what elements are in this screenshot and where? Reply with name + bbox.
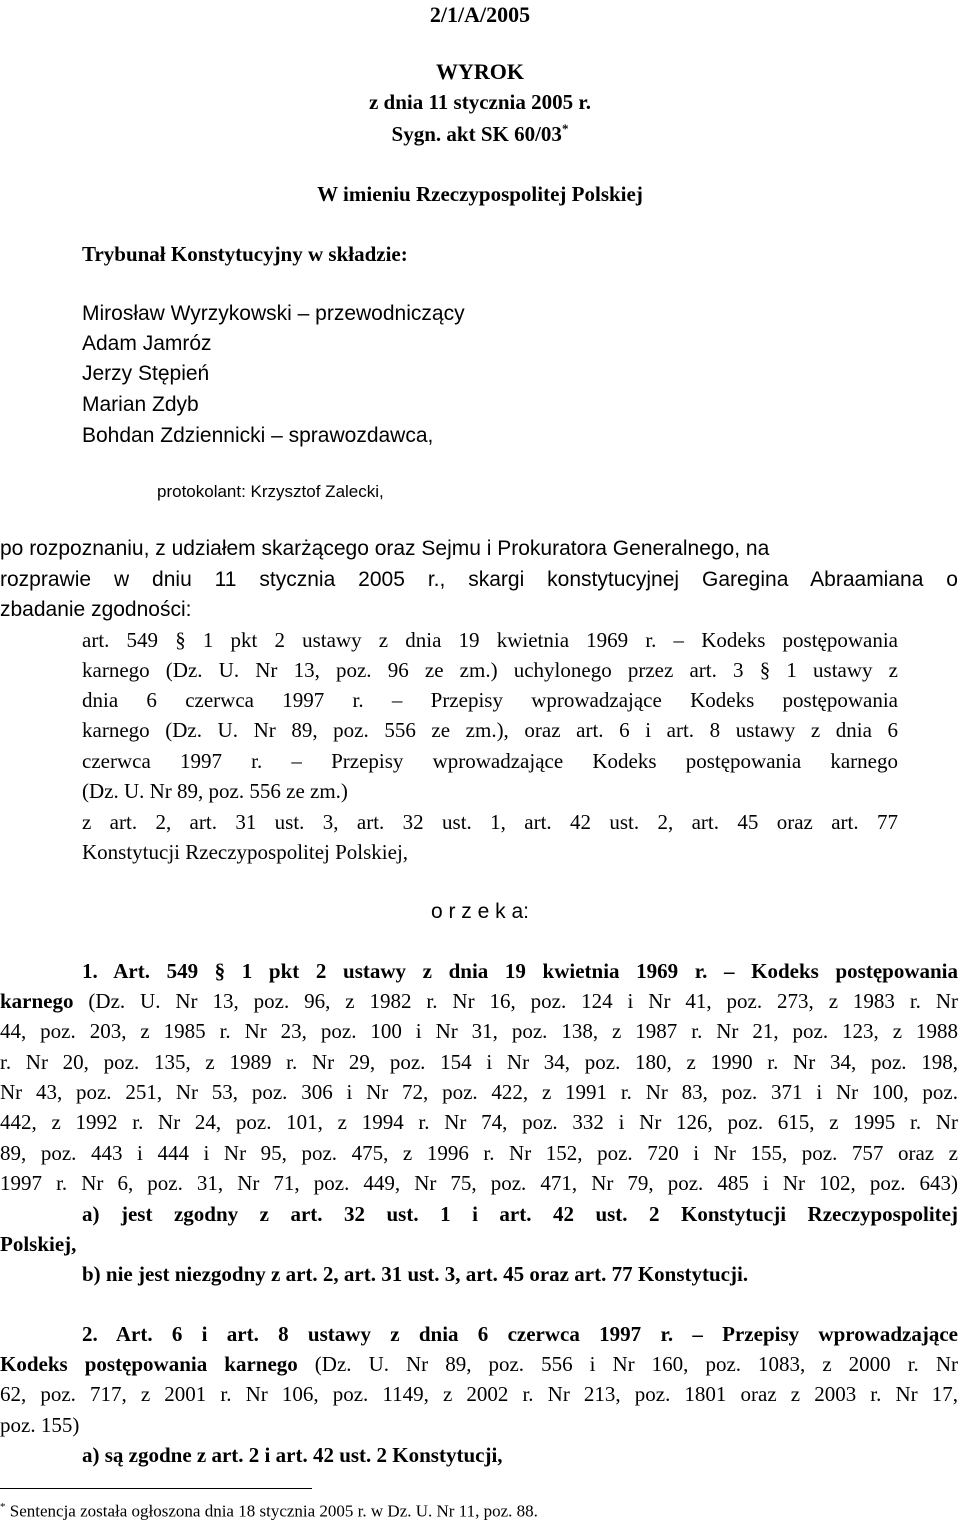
member-3: Jerzy Stępień: [82, 362, 210, 385]
point-2-lead: 2. Art. 6 i art. 8 ustawy z dnia 6 czerwca 1997 r. – Przepisy wprowadzające: [82, 1322, 958, 1346]
footnote: [0, 1502, 538, 1520]
subject-line-4: karnego (Dz. U. Nr 89, poz. 556 ze zm.), oraz art. 6 i art. 8 ustawy z dnia 6: [82, 718, 898, 742]
point-1-line-7: 1997 r. Nr 6, poz. 31, Nr 71, poz. 449, Nr 75, poz. 471, Nr 79, poz. 485 i Nr 102, poz. 643): [0, 1171, 958, 1195]
footnote-marker: *: [0, 1501, 6, 1513]
judgment-date: z dnia 11 stycznia 2005 r.: [368, 90, 592, 114]
composition-heading: Trybunał Konstytucyjny w składzie:: [82, 242, 408, 266]
point-2-a-line: a) są zgodne z art. 2 i art. 42 ust. 2 Konstytucji,: [82, 1443, 503, 1467]
point-1-a-line-2: Polskiej,: [0, 1232, 77, 1256]
invocation: W imieniu Rzeczypospolitej Polskiej: [317, 182, 643, 206]
point-1-line-3: r. Nr 20, poz. 135, z 1989 r. Nr 29, poz. 154 i Nr 34, poz. 180, z 1990 r. Nr 34, poz. 198,: [0, 1050, 958, 1074]
member-1: Mirosław Wyrzykowski – przewodniczący: [82, 302, 465, 325]
subject-line-5: czerwca 1997 r. – Przepisy wprowadzające Kodeks postępowania karnego: [82, 749, 898, 773]
subject-line-8: Konstytucji Rzeczypospolitej Polskiej,: [82, 840, 409, 864]
case-number: Sygn. akt SK 60/03: [391, 122, 562, 146]
member-4: Marian Zdyb: [82, 393, 199, 416]
point-2-line-2: 62, poz. 717, z 2001 r. Nr 106, poz. 1149, z 2002 r. Nr 213, poz. 1801 oraz z 2003 r. Nr 17,: [0, 1382, 958, 1406]
point-1-line-1: [0, 991, 958, 1012]
point-1-line-4: Nr 43, poz. 251, Nr 53, poz. 306 i Nr 72, poz. 422, z 1991 r. Nr 83, poz. 371 i Nr 100, poz.: [0, 1080, 958, 1104]
document-id: 2/1/A/2005: [429, 2, 531, 27]
subject-line-2: karnego (Dz. U. Nr 13, poz. 96 ze zm.) uchylonego przez art. 3 § 1 ustawy z: [82, 658, 898, 682]
member-2: Adam Jamróz: [82, 332, 212, 355]
point-1-a-line-1: a) jest zgodny z art. 32 ust. 1 i art. 42 ust. 2 Konstytucji Rzeczypospolitej: [82, 1202, 958, 1226]
judgment-title: WYROK: [436, 59, 524, 84]
point-2-line-1: [0, 1354, 958, 1375]
member-5: Bohdan Zdziennicki – sprawozdawca,: [82, 424, 434, 447]
point-1-lead-continued: karnego: [0, 989, 74, 1013]
footnote-text: Sentencja została ogłoszona dnia 18 stycznia 2005 r. w Dz. U. Nr 11, poz. 88.: [5, 1501, 538, 1521]
subject-line-1: art. 549 § 1 pkt 2 ustawy z dnia 19 kwietnia 1969 r. – Kodeks postępowania: [82, 628, 898, 652]
case-footnote-marker: *: [561, 121, 569, 136]
point-2-citation-start: (Dz. U. Nr 89, poz. 556 i Nr 160, poz. 1083, z 2000 r. Nr: [297, 1352, 958, 1376]
ruling-heading: o r z e k a:: [430, 900, 530, 923]
proceedings-line-2: rozprawie w dniu 11 stycznia 2005 r., skargi konstytucyjnej Garegina Abraamiana o: [0, 568, 958, 591]
point-1-lead: 1. Art. 549 § 1 pkt 2 ustawy z dnia 19 kwietnia 1969 r. – Kodeks postępowania: [82, 959, 958, 983]
point-2-lead-continued: Kodeks postępowania karnego: [0, 1352, 298, 1376]
subject-line-3: dnia 6 czerwca 1997 r. – Przepisy wprowadzające Kodeks postępowania: [82, 688, 898, 712]
proceedings-line-3: zbadanie zgodności:: [0, 598, 192, 621]
case-number-line: [0, 122, 960, 145]
point-1-citation-start: (Dz. U. Nr 13, poz. 96, z 1982 r. Nr 16, poz. 124 i Nr 41, poz. 273, z 1983 r. Nr: [73, 989, 958, 1013]
point-1-line-5: 442, z 1992 r. Nr 24, poz. 101, z 1994 r. Nr 74, poz. 332 i Nr 126, poz. 615, z 1995 r. Nr: [0, 1110, 958, 1134]
clerk-line: protokolant: Krzysztof Zalecki,: [157, 482, 384, 501]
point-1-b-line: b) nie jest niezgodny z art. 2, art. 31 ust. 3, art. 45 oraz art. 77 Konstytucji.: [82, 1262, 749, 1286]
proceedings-line-1: po rozpoznaniu, z udziałem skarżącego oraz Sejmu i Prokuratora Generalnego, na: [0, 537, 770, 560]
point-1-line-6: 89, poz. 443 i 444 i Nr 95, poz. 475, z 1996 r. Nr 152, poz. 720 i Nr 155, poz. 757 oraz z: [0, 1141, 958, 1165]
subject-line-7: z art. 2, art. 31 ust. 3, art. 32 ust. 1, art. 42 ust. 2, art. 45 oraz art. 77: [82, 810, 898, 834]
point-2-line-3: poz. 155): [0, 1413, 80, 1437]
subject-line-6: (Dz. U. Nr 89, poz. 556 ze zm.): [82, 779, 348, 803]
footnote-divider: [0, 1488, 312, 1489]
point-1-line-2: 44, poz. 203, z 1985 r. Nr 23, poz. 100 i Nr 31, poz. 138, z 1987 r. Nr 21, poz. 123, z 1988: [0, 1019, 958, 1043]
